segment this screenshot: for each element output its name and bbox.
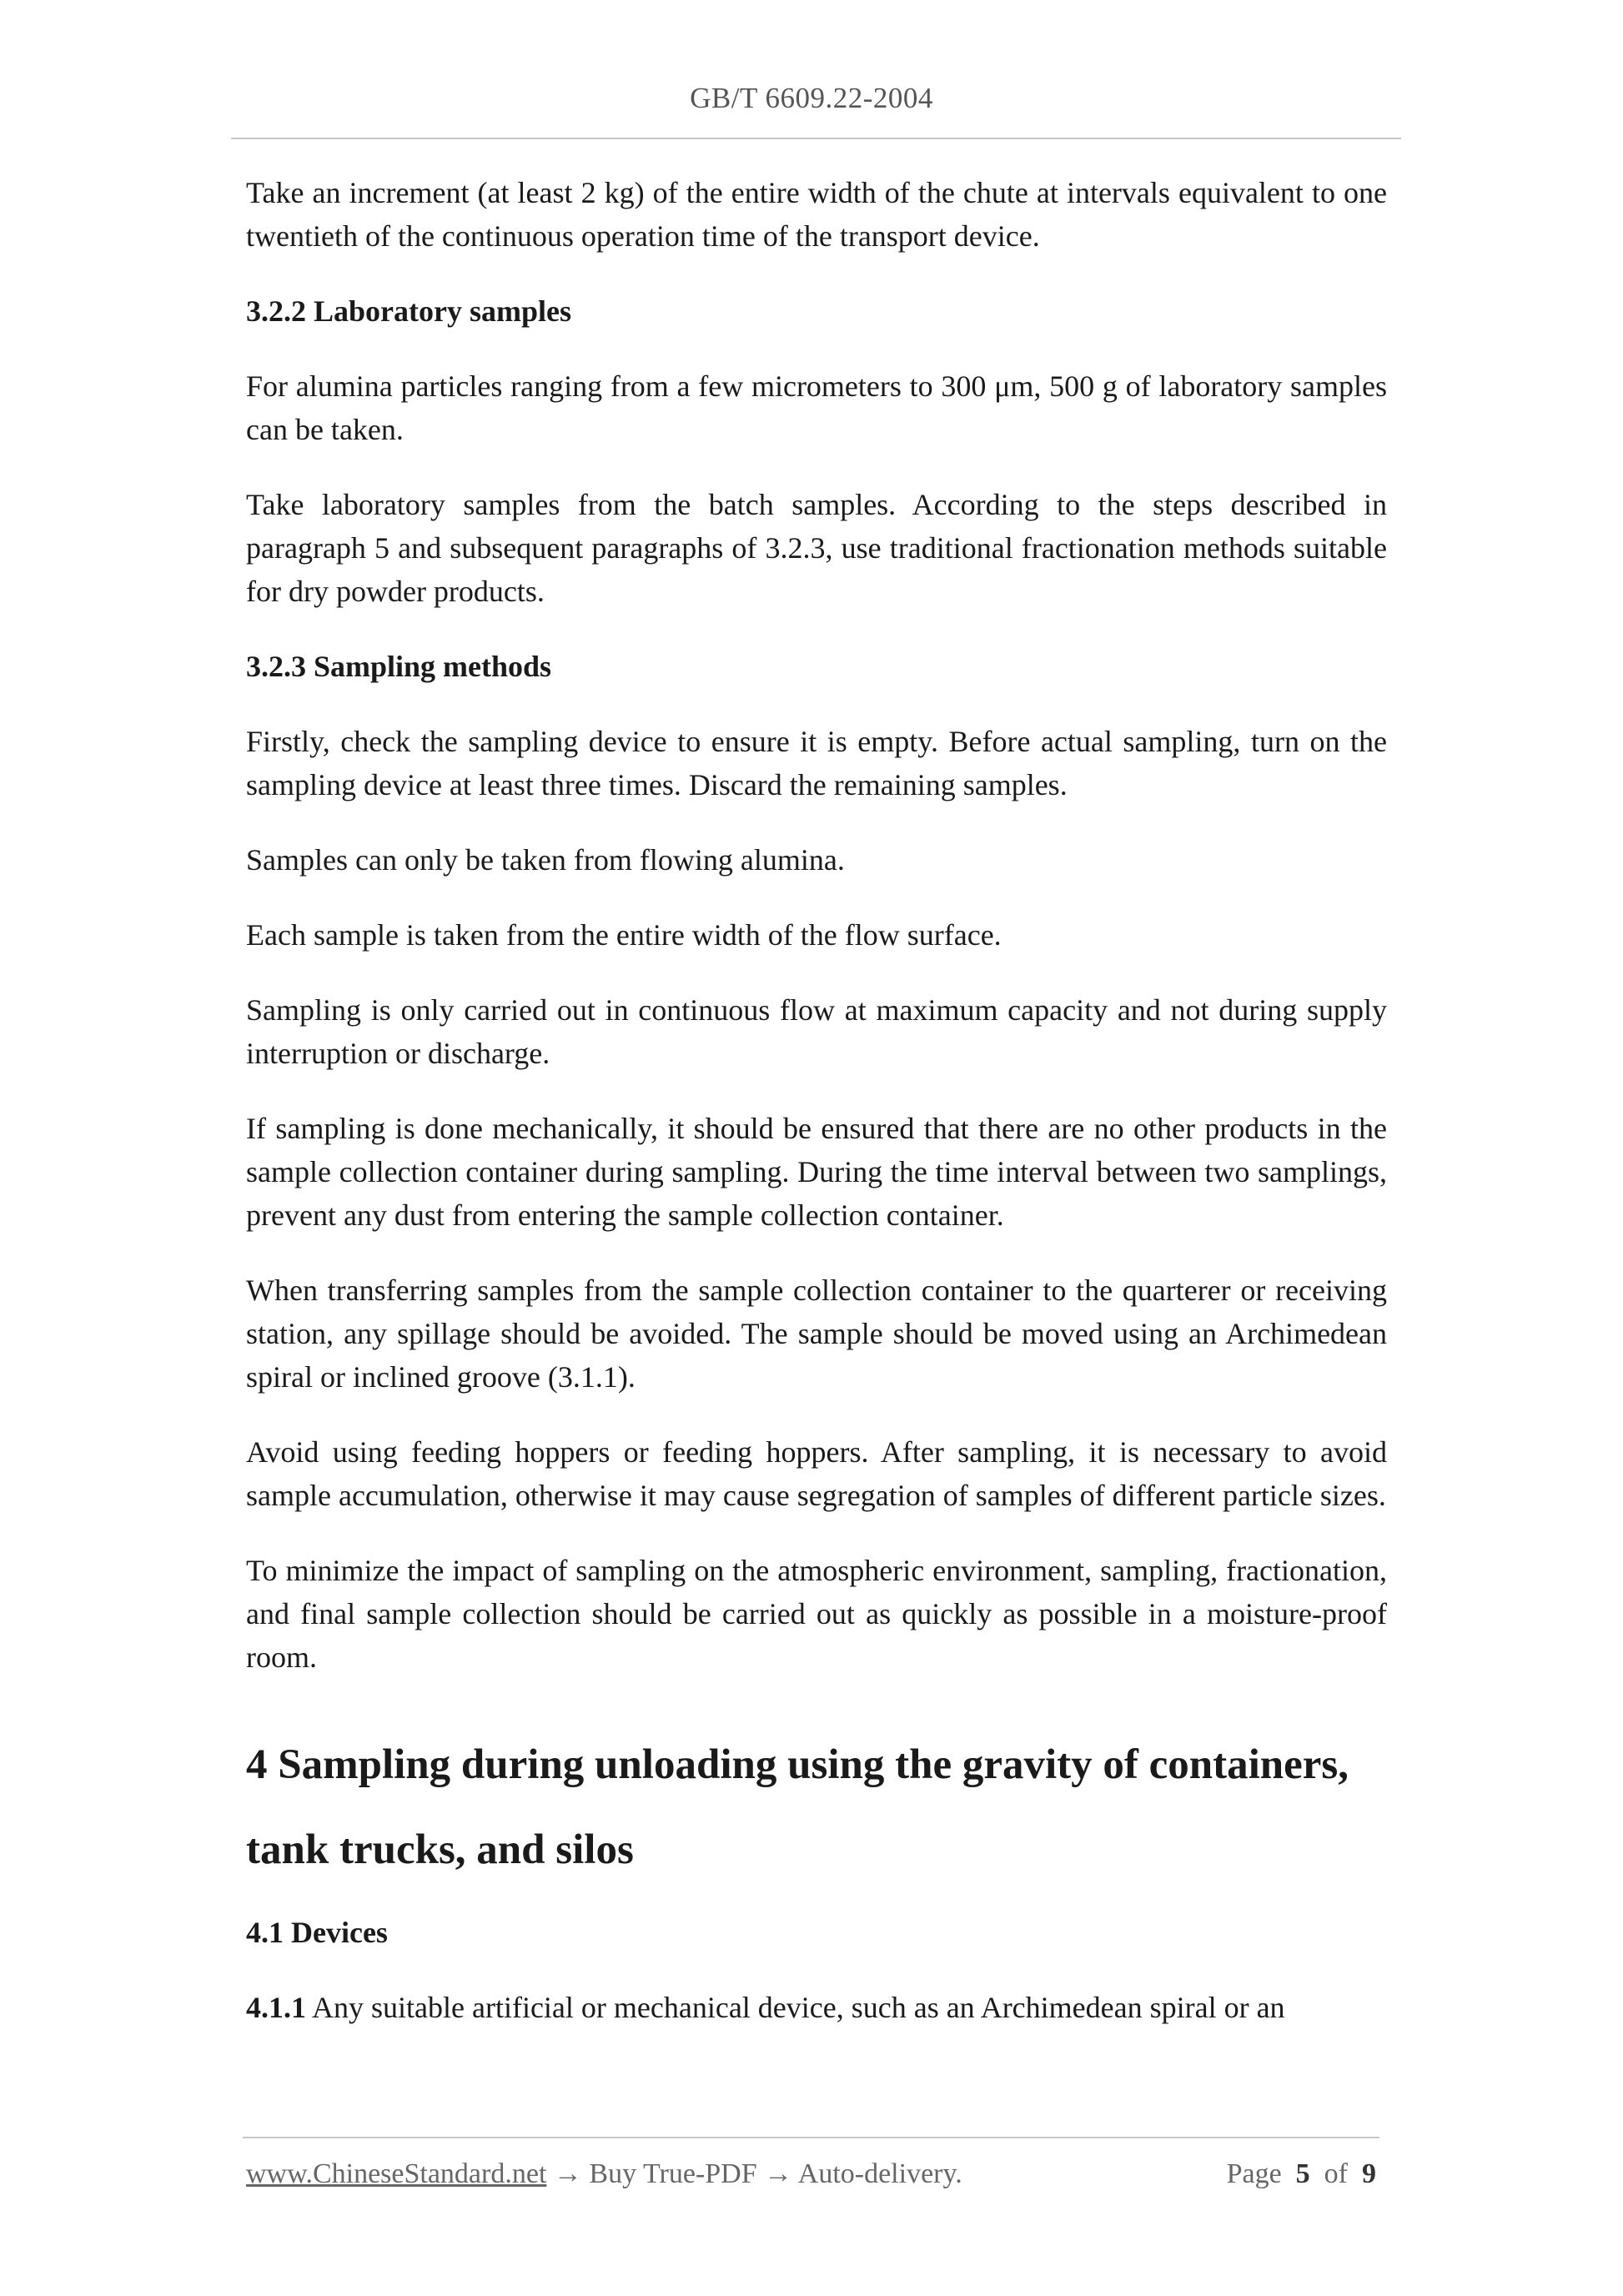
paragraph-check-device: Firstly, check the sampling device to ensure it is empty. Before actual sampling, turn on the sampling device at least three times. Discard the remaining samples. [246,725,1387,801]
footer-divider [243,2137,1379,2138]
paragraph-mechanical-sampling: If sampling is done mechanically, it should be ensured that there are no other products in the sample collection container during sampling. During the time interval between two samplings, prevent any dust from entering the sample collection container. [246,1112,1387,1232]
total-pages: 9 [1362,2158,1376,2189]
page-number [1227,2158,1376,2190]
paragraph-increment: Take an increment (at least 2 kg) of the entire width of the chute at intervals equivalent to one twentieth of the continuous operation time of the transport device. [246,176,1387,253]
section-heading-4: 4 Sampling during unloading using the gravity of containers, tank trucks, and silos [246,1741,1349,1873]
paragraph-laboratory-samples: Take laboratory samples from the batch samples. According to the steps described in paragraph 5 and subsequent paragraphs of 3.2.3, use traditional fractionation methods suitable for dry powder products. [246,488,1387,608]
document-id-header: GB/T 6609.22-2004 [690,82,933,114]
paragraph-flow-width: Each sample is taken from the entire width of the flow surface. [246,918,1002,952]
footer-promo [246,2158,962,2190]
page-body [246,171,1387,2061]
clause-text: Any suitable artificial or mechanical device, such as an Archimedean spiral or an [306,1991,1285,2024]
of-label: of [1324,2158,1348,2189]
clause-number: 4.1.1 [246,1991,306,2024]
page-label: Page [1226,2158,1282,2189]
section-heading-4-1: 4.1 Devices [246,1916,388,1949]
paragraph-transferring-samples: When transferring samples from the sample collection container to the quarterer or receiving station, any spillage should be avoided. The sample should be moved using an Archimedean spiral or inclined groove (3.1.1). [246,1274,1387,1394]
paragraph-atmospheric-impact: To minimize the impact of sampling on the atmospheric environment, sampling, fractionation, and final sample collection should be carried out as quickly as possible in a moisture-proof room. [246,1554,1387,1674]
paragraph-feeding-hoppers: Avoid using feeding hoppers or feeding hoppers. After sampling, it is necessary to avoid sample accumulation, otherwise it may cause segregation of samples of different particle sizes. [246,1435,1387,1512]
site-link[interactable]: www.ChineseStandard.net [246,2158,547,2189]
promo-text: → Buy True-PDF → Auto-delivery. [546,2158,962,2189]
paragraph-flowing-alumina: Samples can only be taken from flowing alumina. [246,843,845,877]
current-page: 5 [1295,2158,1310,2189]
section-heading-3-2-3: 3.2.3 Sampling methods [246,650,552,683]
paragraph-4-1-1 [246,1986,1387,2029]
paragraph-continuous-flow: Sampling is only carried out in continuous flow at maximum capacity and not during supply interruption or discharge. [246,993,1387,1070]
paragraph-alumina-particles: For alumina particles ranging from a few micrometers to 300 μm, 500 g of laboratory samples can be taken. [246,369,1387,446]
section-heading-3-2-2: 3.2.2 Laboratory samples [246,294,571,328]
header-divider [231,138,1401,139]
